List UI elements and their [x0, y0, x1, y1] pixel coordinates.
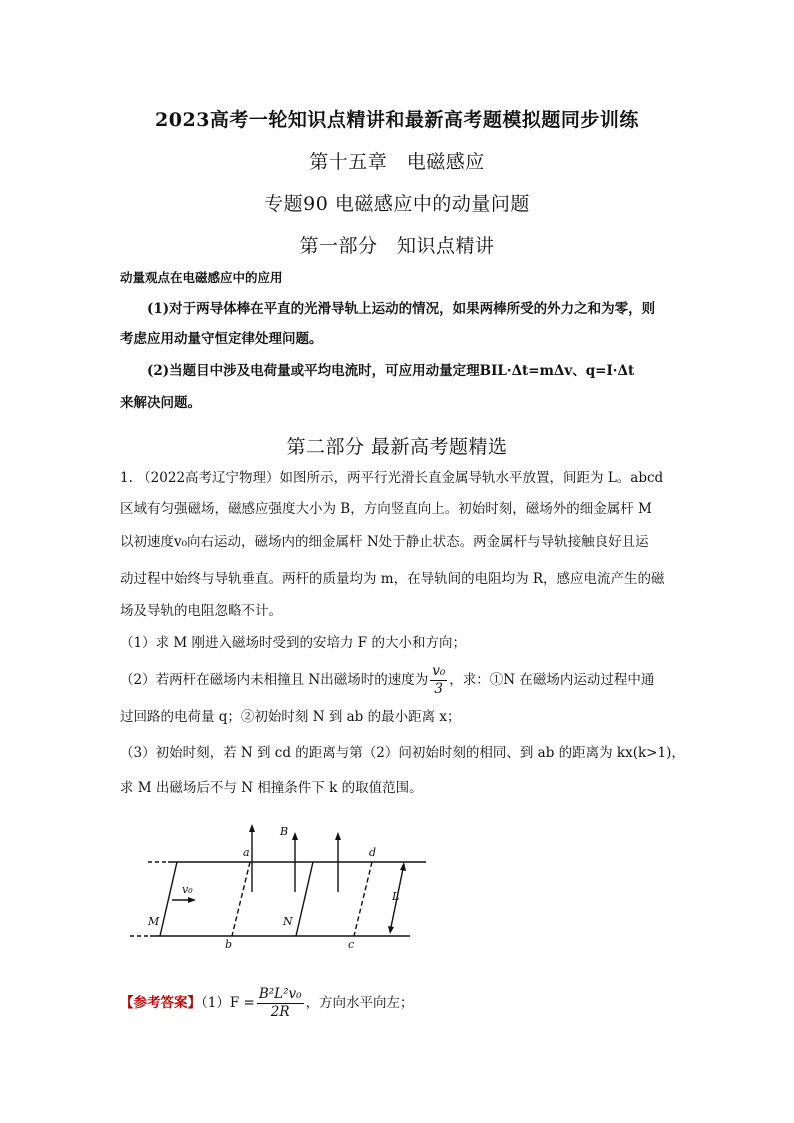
fraction-numerator: v₀	[432, 663, 446, 679]
label-L: L	[392, 890, 400, 903]
question-1: （1）求 M 刚进入磁场时受到的安培力 F 的大小和方向；	[120, 635, 466, 651]
document-title: 2023高考一轮知识点精讲和最新高考题模拟题同步训练	[155, 109, 639, 131]
reference-answer	[120, 983, 680, 1023]
knowledge-point-2-line2: 来解决问题。	[120, 395, 201, 411]
knowledge-point-2-line1: (2)当题目中涉及电荷量或平均电流时，可应用动量定理BIL·Δt=mΔv、q=I·Δt	[147, 363, 635, 379]
boundary-ab	[232, 862, 250, 936]
rod-n	[296, 862, 313, 936]
topic-title: 专题90 电磁感应中的动量问题	[264, 193, 530, 215]
answer-tag: 【参考答案】	[120, 995, 201, 1011]
answer-direction: ，方向水平向左；	[305, 995, 414, 1011]
label-c: c	[348, 938, 355, 951]
label-a: a	[243, 846, 250, 859]
label-B: B	[280, 825, 289, 838]
question-3-line2: 求 M 出磁场后不与 N 相撞条件下 k 的取值范围。	[120, 780, 423, 796]
label-v0: v₀	[182, 883, 193, 896]
boundary-cd	[354, 862, 372, 936]
fraction-denominator: 3	[434, 681, 444, 697]
problem-line-2: 区域有匀强磁场，磁感应强度大小为 B，方向竖直向上。初始时刻，磁场外的细金属杆 M	[120, 501, 652, 517]
label-N: N	[283, 915, 293, 928]
part1-heading: 第一部分 知识点精讲	[299, 235, 495, 257]
problem-line-1: 1. （2022高考辽宁物理）如图所示，两平行光滑长直金属导轨水平放置，间距为 L。abcd	[120, 470, 664, 486]
problem-line-5: 场及导轨的电阻忽略不计。	[120, 603, 282, 619]
question-2-text: （2）若两杆在磁场内未相撞且 N出磁场时的速度为	[120, 672, 429, 688]
part2-heading: 第二部分 最新高考题精选	[286, 436, 508, 458]
problem-line-3: 以初速度v₀向右运动，磁场内的细金属杆 N处于静止状态。两金属杆与导轨接触良好且运	[120, 534, 649, 550]
rod-m	[160, 862, 177, 936]
label-M: M	[148, 915, 160, 928]
question-2-text-cont: ，求：①N 在磁场内运动过程中通	[449, 672, 655, 688]
knowledge-heading: 动量观点在电磁感应中的应用	[120, 270, 283, 285]
label-b: b	[225, 938, 233, 951]
chapter-title: 第十五章 电磁感应	[309, 151, 485, 173]
knowledge-point-1-line2: 考虑应用动量守恒定律处理问题。	[120, 331, 323, 347]
problem-line-4: 动过程中始终与导轨垂直。两杆的质量均为 m，在导轨间的电阻均为 R，感应电流产生的磁	[120, 571, 665, 587]
answer-fraction	[257, 986, 304, 1021]
answer-denominator: 2R	[270, 1004, 290, 1020]
answer-numerator: B²L²v₀	[258, 986, 302, 1002]
answer-part: （1）F =	[201, 995, 255, 1011]
knowledge-point-1-line1: (1)对于两导体棒在平直的光滑导轨上运动的情况，如果两棒所受的外力之和为零，则	[147, 301, 656, 317]
question-3-line1: （3）初始时刻，若 N 到 cd 的距离与第（2）问初始时刻的相同、到 ab 的距离为 kx(k>1)，	[120, 745, 685, 761]
label-d: d	[369, 846, 377, 859]
question-2-line2: 过回路的电荷量 q；②初始时刻 N 到 ab 的最小距离 x；	[120, 709, 461, 725]
